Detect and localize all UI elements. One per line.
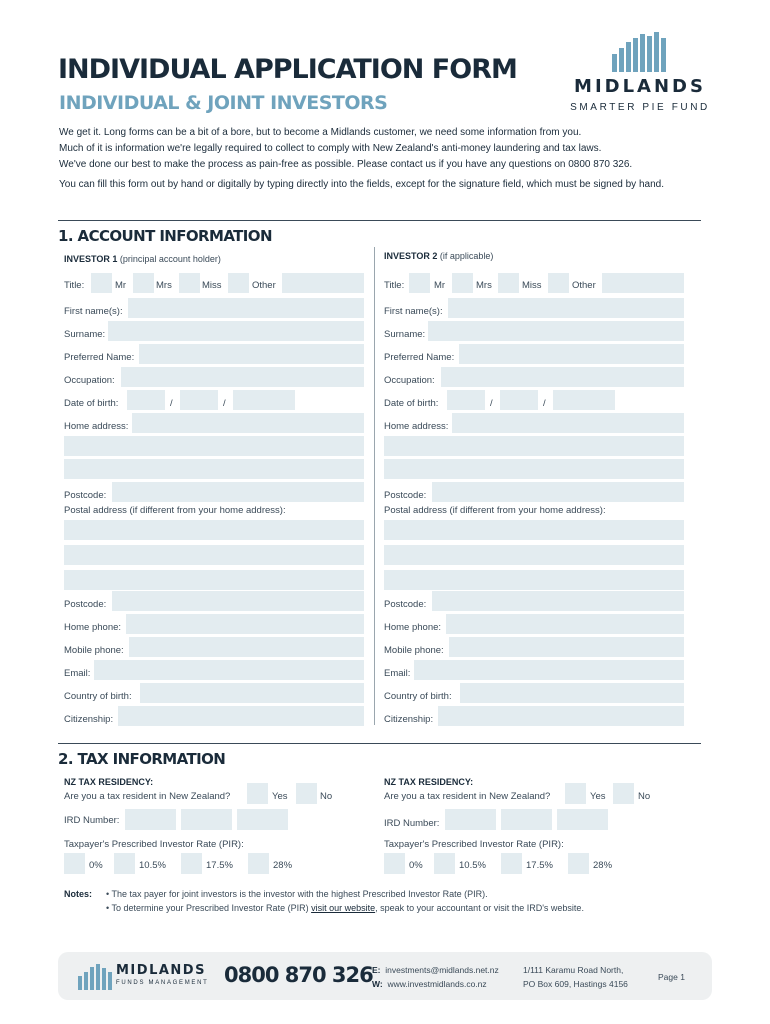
title-option-miss: Miss xyxy=(522,280,542,291)
inv1-postal-address-3[interactable] xyxy=(64,570,364,590)
tax-residency-heading: NZ TAX RESIDENCY: xyxy=(64,777,154,787)
note-joint-investors: • The tax payer for joint investors is the investor with the highest Prescribed Investor Rate (PIR). xyxy=(106,889,488,899)
citizenship-label: Citizenship: xyxy=(384,714,434,725)
postal-address-label: Postal address (if different from your home address): xyxy=(64,505,286,516)
inv2-title-miss-box[interactable] xyxy=(498,273,519,293)
inv1-tax-resident-no-box[interactable] xyxy=(296,783,317,804)
inv2-dob-day[interactable] xyxy=(447,390,485,410)
inv1-dob-year[interactable] xyxy=(233,390,295,410)
inv1-postal-postcode[interactable] xyxy=(112,591,364,611)
column-divider xyxy=(374,247,375,725)
form-subtitle: INDIVIDUAL & JOINT INVESTORS xyxy=(59,92,388,114)
inv2-citizenship-field[interactable] xyxy=(438,706,684,726)
inv2-dob-year[interactable] xyxy=(553,390,615,410)
postcode-label: Postcode: xyxy=(384,599,427,610)
mobile-phone-label: Mobile phone: xyxy=(64,645,124,656)
inv1-postal-address-2[interactable] xyxy=(64,545,364,565)
footer-address-1: 1/111 Karamu Road North, xyxy=(523,965,624,975)
investor2-heading: INVESTOR 2 (if applicable) xyxy=(384,251,494,261)
inv1-home-phone-field[interactable] xyxy=(126,614,364,634)
section-divider xyxy=(58,743,701,744)
occupation-label: Occupation: xyxy=(384,375,435,386)
pir-option-17-5: 17.5% xyxy=(206,860,233,871)
inv2-title-other-box[interactable] xyxy=(548,273,569,293)
inv1-preferred-name-field[interactable] xyxy=(139,344,364,364)
postcode-label: Postcode: xyxy=(64,490,107,501)
no-label: No xyxy=(320,791,333,802)
inv2-preferred-name-field[interactable] xyxy=(459,344,684,364)
inv1-title-miss-box[interactable] xyxy=(179,273,200,293)
inv2-title-mrs-box[interactable] xyxy=(452,273,473,293)
inv1-ird-part-1[interactable] xyxy=(125,809,176,830)
inv2-tax-resident-yes-box[interactable] xyxy=(565,783,586,804)
pir-label: Taxpayer's Prescribed Investor Rate (PIR): xyxy=(64,839,244,850)
intro-line-2: Much of it is information we're legally required to collect to comply with New Zealand's anti-money laundering and tax laws. xyxy=(59,143,602,154)
inv2-tax-resident-no-box[interactable] xyxy=(613,783,634,804)
footer-phone: 0800 870 326 xyxy=(224,963,373,987)
preferred-name-label: Preferred Name: xyxy=(384,352,455,363)
note-determine-pir: • To determine your Prescribed Investor Rate (PIR) visit our website, speak to your accountant or visit the IRD's website. xyxy=(106,903,584,913)
footer-logo-tagline: FUNDS MANAGEMENT xyxy=(116,980,209,986)
surname-label: Surname: xyxy=(384,329,426,340)
pir-option-17-5: 17.5% xyxy=(526,860,553,871)
inv2-home-address-1[interactable] xyxy=(452,413,684,433)
title-option-mrs: Mrs xyxy=(476,280,492,291)
inv1-title-other-box[interactable] xyxy=(228,273,249,293)
inv1-postal-address-1[interactable] xyxy=(64,520,364,540)
pir-option-28: 28% xyxy=(273,860,293,871)
inv2-mobile-phone-field[interactable] xyxy=(449,637,684,657)
footer-email-link[interactable]: investments@midlands.net.nz xyxy=(385,965,499,975)
inv2-postal-address-2[interactable] xyxy=(384,545,684,565)
inv1-title-mrs-box[interactable] xyxy=(133,273,154,293)
inv1-ird-part-3[interactable] xyxy=(237,809,288,830)
dob-label: Date of birth: xyxy=(384,398,439,409)
inv2-email-field[interactable] xyxy=(414,660,684,680)
inv2-title-mr-box[interactable] xyxy=(409,273,430,293)
pir-option-0: 0% xyxy=(409,860,423,871)
pir-option-10-5: 10.5% xyxy=(139,860,166,871)
title-option-mr: Mr xyxy=(115,280,127,291)
ird-number-label: IRD Number: xyxy=(64,815,120,826)
footer-web: W: www.investmidlands.co.nz xyxy=(372,979,487,989)
inv1-home-address-2[interactable] xyxy=(64,436,364,456)
title-option-other: Other xyxy=(572,280,596,291)
inv2-surname-field[interactable] xyxy=(428,321,684,341)
pir-option-0: 0% xyxy=(89,860,103,871)
postcode-label: Postcode: xyxy=(64,599,107,610)
inv2-pir-0-box[interactable] xyxy=(384,853,405,874)
pir-option-10-5: 10.5% xyxy=(459,860,486,871)
intro-line-1: We get it. Long forms can be a bit of a bore, but to become a Midlands customer, we need some information from you. xyxy=(59,127,582,138)
tax-residency-question: Are you a tax resident in New Zealand? xyxy=(384,791,551,802)
inv1-first-names-field[interactable] xyxy=(128,298,364,318)
inv2-postal-postcode[interactable] xyxy=(432,591,684,611)
inv1-dob-month[interactable] xyxy=(180,390,218,410)
section-title-account: 1. ACCOUNT INFORMATION xyxy=(58,227,272,245)
tax-residency-heading: NZ TAX RESIDENCY: xyxy=(384,777,474,787)
inv1-home-address-3[interactable] xyxy=(64,459,364,479)
postcode-label: Postcode: xyxy=(384,490,427,501)
email-label: Email: xyxy=(64,668,91,679)
surname-label: Surname: xyxy=(64,329,106,340)
first-names-label: First name(s): xyxy=(384,306,443,317)
dob-separator: / xyxy=(223,398,226,409)
inv1-pir-28-box[interactable] xyxy=(248,853,269,874)
visit-website-link[interactable]: visit our website xyxy=(311,903,376,913)
pir-label: Taxpayer's Prescribed Investor Rate (PIR): xyxy=(384,839,564,850)
inv1-pir-175-box[interactable] xyxy=(181,853,202,874)
inv1-pir-0-box[interactable] xyxy=(64,853,85,874)
home-address-label: Home address: xyxy=(384,421,449,432)
preferred-name-label: Preferred Name: xyxy=(64,352,135,363)
title-option-mrs: Mrs xyxy=(156,280,172,291)
midlands-logo xyxy=(560,30,720,120)
inv2-home-address-2[interactable] xyxy=(384,436,684,456)
building-logo-icon xyxy=(560,30,720,74)
inv1-email-field[interactable] xyxy=(94,660,364,680)
intro-line-3: We've done our best to make the process as pain-free as possible. Please contact us if you have any questions on 0800 870 326. xyxy=(59,159,633,170)
footer-web-link[interactable]: www.investmidlands.co.nz xyxy=(387,979,487,989)
inv2-title-other-field[interactable] xyxy=(602,273,684,293)
inv1-home-postcode[interactable] xyxy=(112,482,364,502)
inv2-pir-175-box[interactable] xyxy=(501,853,522,874)
inv2-postal-address-1[interactable] xyxy=(384,520,684,540)
occupation-label: Occupation: xyxy=(64,375,115,386)
inv1-ird-part-2[interactable] xyxy=(181,809,232,830)
inv2-dob-month[interactable] xyxy=(500,390,538,410)
form-title: INDIVIDUAL APPLICATION FORM xyxy=(58,54,517,85)
inv1-title-mr-box[interactable] xyxy=(91,273,112,293)
inv2-country-of-birth-field[interactable] xyxy=(460,683,684,703)
inv1-occupation-field[interactable] xyxy=(121,367,364,387)
postal-address-label: Postal address (if different from your home address): xyxy=(384,505,606,516)
inv2-ird-part-3[interactable] xyxy=(557,809,608,830)
tax-residency-question: Are you a tax resident in New Zealand? xyxy=(64,791,231,802)
title-option-other: Other xyxy=(252,280,276,291)
dob-separator: / xyxy=(490,398,493,409)
logo-tagline: SMARTER PIE FUND xyxy=(570,102,710,113)
home-phone-label: Home phone: xyxy=(64,622,122,633)
inv1-mobile-phone-field[interactable] xyxy=(129,637,364,657)
page-number: Page 1 xyxy=(658,972,685,982)
footer xyxy=(58,952,712,1000)
pir-option-28: 28% xyxy=(593,860,613,871)
section-title-tax: 2. TAX INFORMATION xyxy=(58,750,226,768)
yes-label: Yes xyxy=(590,791,606,802)
country-of-birth-label: Country of birth: xyxy=(384,691,452,702)
inv2-pir-28-box[interactable] xyxy=(568,853,589,874)
dob-label: Date of birth: xyxy=(64,398,119,409)
logo-name: MIDLANDS xyxy=(574,76,706,97)
inv2-first-names-field[interactable] xyxy=(448,298,684,318)
inv1-citizenship-field[interactable] xyxy=(118,706,364,726)
investor1-heading: INVESTOR 1 (principal account holder) xyxy=(64,254,221,264)
email-label: Email: xyxy=(384,668,411,679)
title-option-miss: Miss xyxy=(202,280,222,291)
title-label: Title: xyxy=(64,280,85,291)
inv1-pir-105-box[interactable] xyxy=(114,853,135,874)
inv2-home-address-3[interactable] xyxy=(384,459,684,479)
inv1-dob-day[interactable] xyxy=(127,390,165,410)
citizenship-label: Citizenship: xyxy=(64,714,114,725)
dob-separator: / xyxy=(170,398,173,409)
inv2-home-postcode[interactable] xyxy=(432,482,684,502)
first-names-label: First name(s): xyxy=(64,306,123,317)
footer-logo-name: MIDLANDS xyxy=(116,963,206,978)
mobile-phone-label: Mobile phone: xyxy=(384,645,444,656)
notes-label: Notes: xyxy=(64,889,93,899)
footer-address-2: PO Box 609, Hastings 4156 xyxy=(523,979,628,989)
title-label: Title: xyxy=(384,280,405,291)
home-phone-label: Home phone: xyxy=(384,622,442,633)
inv1-surname-field[interactable] xyxy=(108,321,364,341)
yes-label: Yes xyxy=(272,791,288,802)
country-of-birth-label: Country of birth: xyxy=(64,691,132,702)
inv2-pir-105-box[interactable] xyxy=(434,853,455,874)
inv1-country-of-birth-field[interactable] xyxy=(140,683,364,703)
footer-logo-icon xyxy=(76,962,116,990)
no-label: No xyxy=(638,791,651,802)
inv2-ird-part-2[interactable] xyxy=(501,809,552,830)
inv2-postal-address-3[interactable] xyxy=(384,570,684,590)
inv1-tax-resident-yes-box[interactable] xyxy=(247,783,268,804)
home-address-label: Home address: xyxy=(64,421,129,432)
dob-separator: / xyxy=(543,398,546,409)
inv1-title-other-field[interactable] xyxy=(282,273,364,293)
ird-number-label: IRD Number: xyxy=(384,818,440,829)
inv2-home-phone-field[interactable] xyxy=(446,614,684,634)
title-option-mr: Mr xyxy=(434,280,446,291)
footer-email: E: investments@midlands.net.nz xyxy=(372,965,499,975)
inv2-occupation-field[interactable] xyxy=(441,367,684,387)
inv1-home-address-1[interactable] xyxy=(132,413,364,433)
intro-line-4: You can fill this form out by hand or digitally by typing directly into the fields, except for the signature field, which must be signed by hand. xyxy=(59,179,664,190)
section-divider xyxy=(58,220,701,221)
inv2-ird-part-1[interactable] xyxy=(445,809,496,830)
